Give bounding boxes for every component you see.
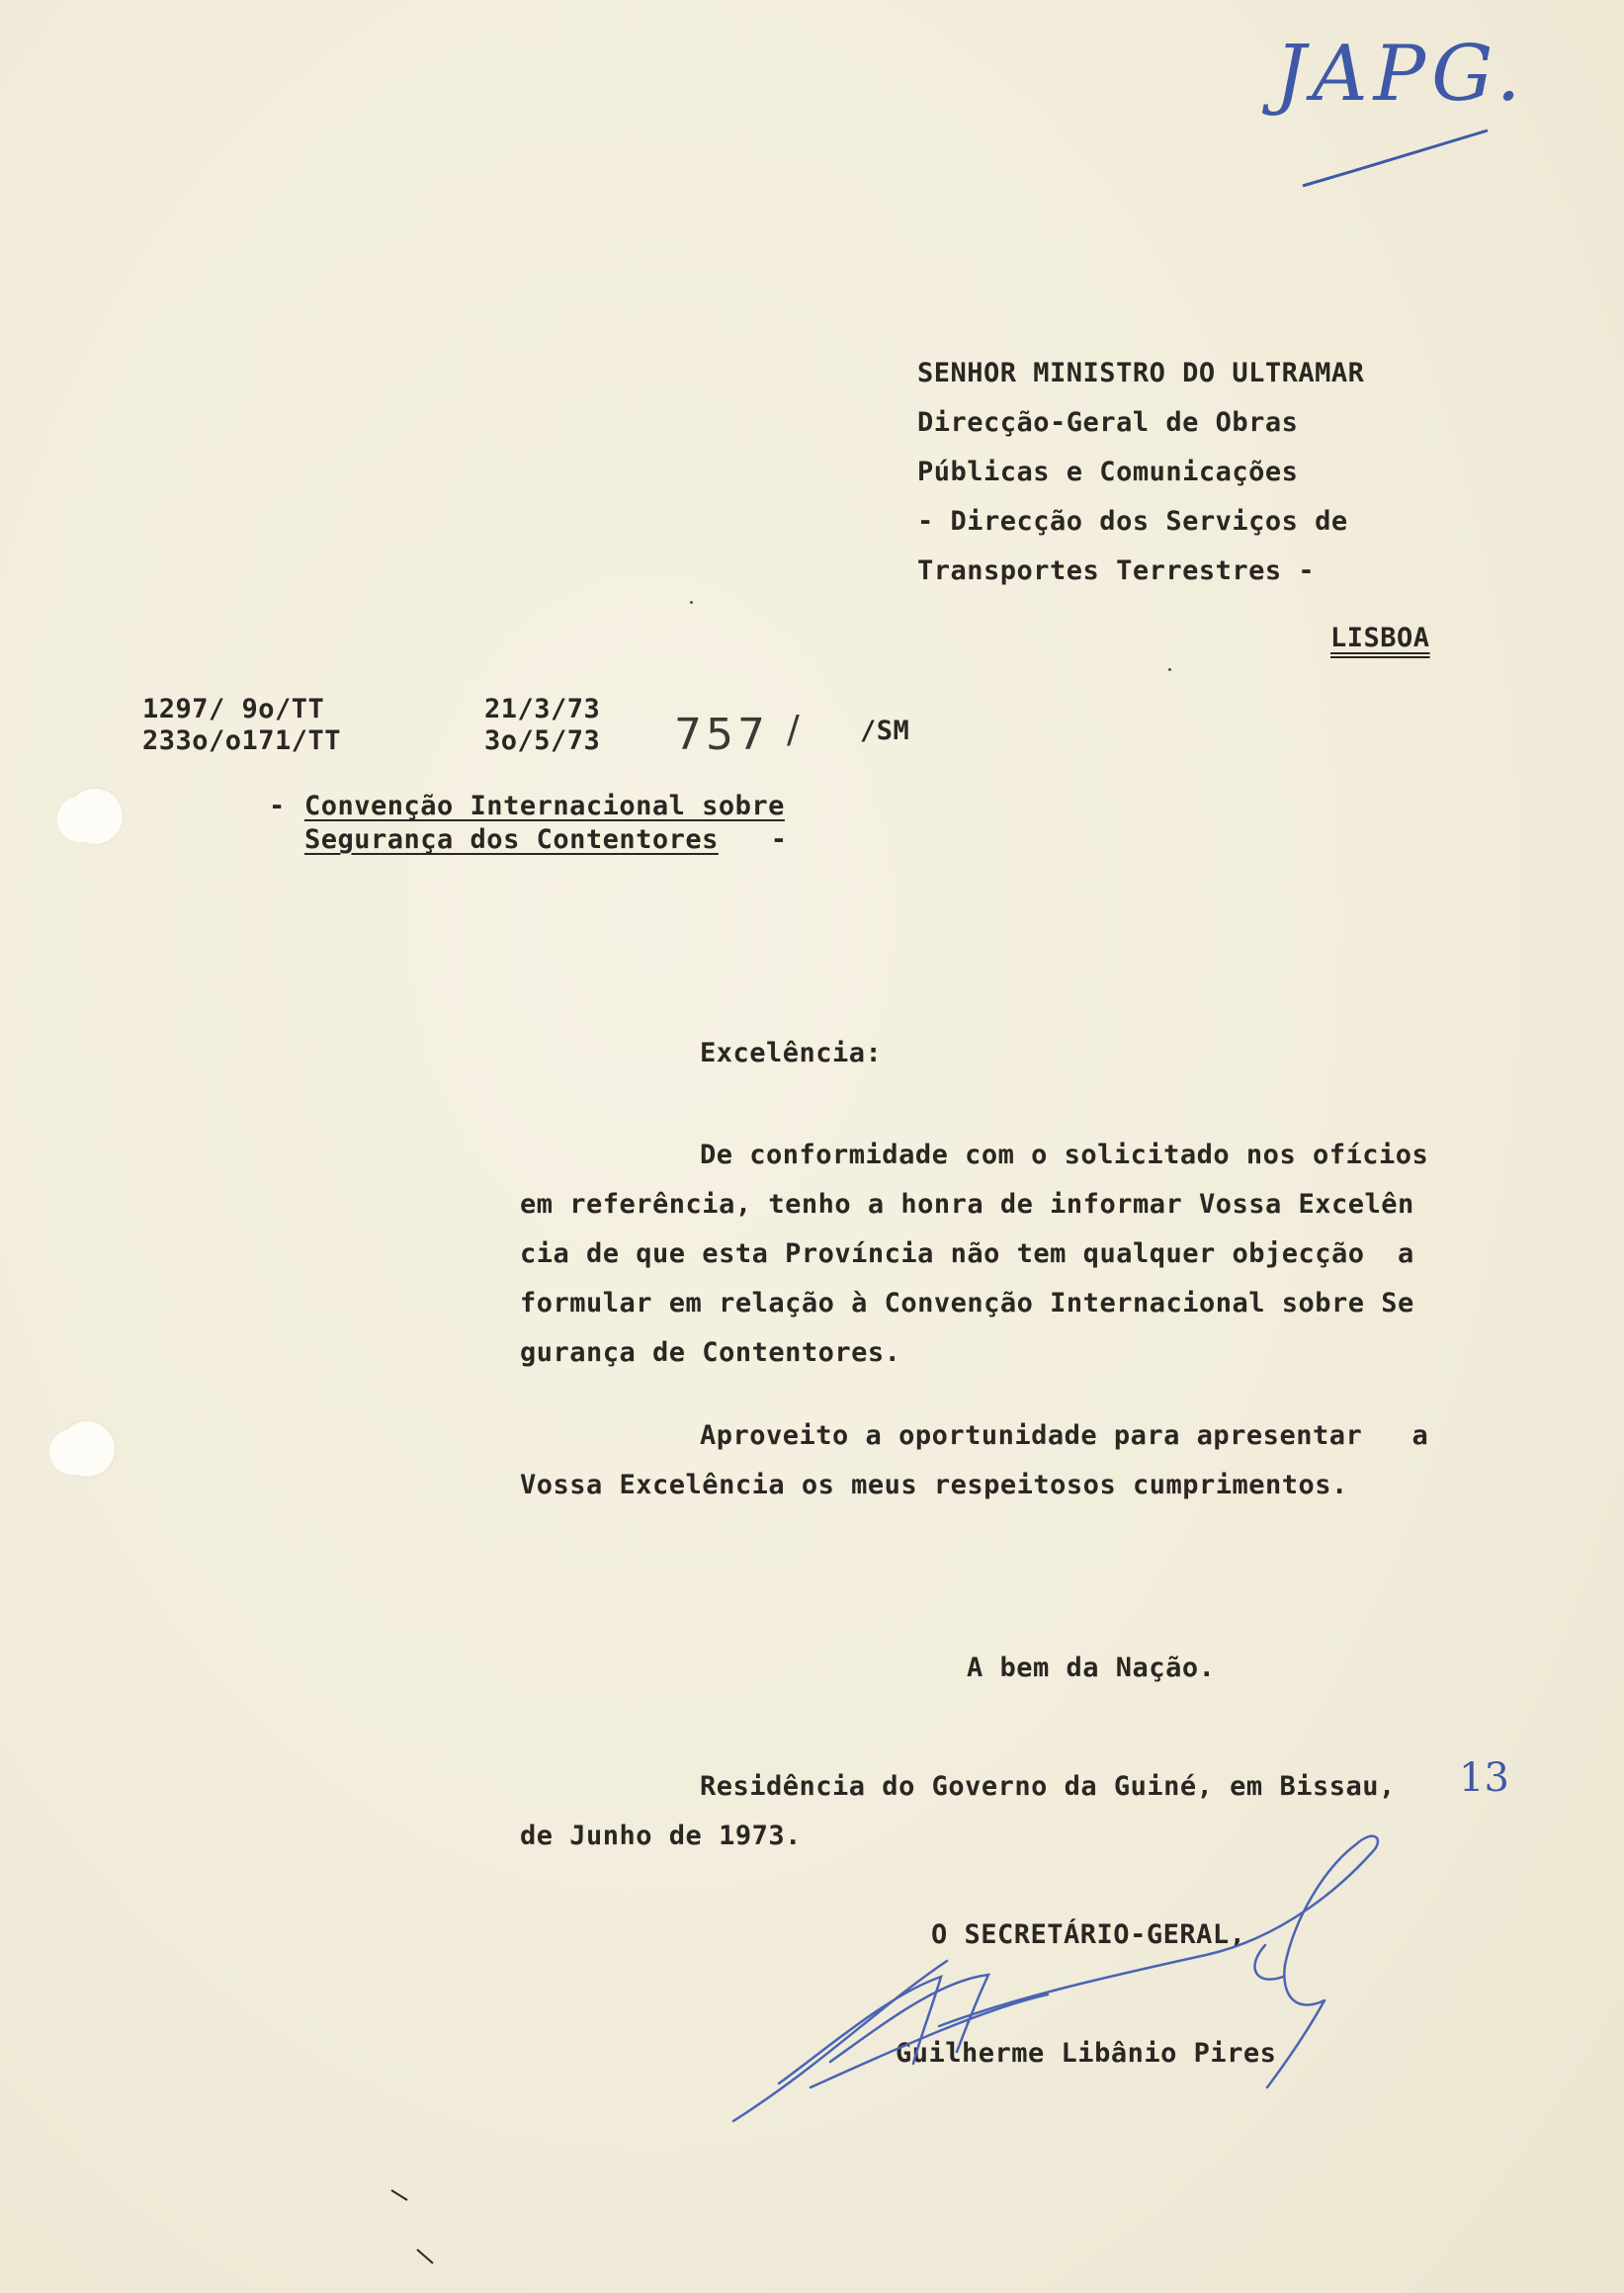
handwritten-day: 13 — [1459, 1755, 1509, 1801]
closing: A bem da Nação. — [967, 1653, 1216, 1683]
handwritten-signature — [692, 1828, 1404, 2145]
paper-speck — [1168, 668, 1171, 671]
body-p1-line-2: em referência, tenho a honra de informar Vossa Excelên — [520, 1189, 1414, 1220]
document-number-suffix: /SM — [860, 716, 910, 746]
body-p1-line-4: formular em relação à Convenção Internacional sobre Se — [520, 1288, 1414, 1318]
body-p2-line-1: Aproveito a oportunidade para apresentar a — [700, 1420, 1429, 1451]
salutation: Excelência: — [700, 1038, 883, 1068]
body-p1-line-3: cia de que esta Província não tem qualquer objecção a — [520, 1238, 1414, 1269]
addressee-line-3: Públicas e Comunicações — [917, 457, 1299, 487]
addressee-line-1: SENHOR MINISTRO DO ULTRAMAR — [917, 358, 1365, 388]
document-number: 757 — [674, 710, 769, 760]
paper-speck — [690, 601, 693, 604]
handwritten-underline — [1295, 119, 1502, 198]
handwritten-initials: JAPG. — [1275, 30, 1527, 119]
addressee-line-5: Transportes Terrestres - — [917, 555, 1316, 586]
subject-end: - — [754, 824, 788, 855]
addressee-line-2: Direcção-Geral de Obras — [917, 407, 1299, 438]
signatory-title: O SECRETÁRIO-GERAL, — [931, 1919, 1246, 1950]
place-date-line-2: de Junho de 1973. — [520, 1821, 802, 1851]
reference-date-2: 3o/5/73 — [484, 725, 601, 756]
subject-dash: - — [269, 791, 286, 821]
punch-hole-top — [67, 789, 123, 844]
signatory-name: Guilherme Libânio Pires — [896, 2038, 1277, 2069]
reference-date-1: 21/3/73 — [484, 694, 601, 724]
place-date-line-1: Residência do Governo da Guiné, em Bissau, — [700, 1771, 1396, 1802]
subject-line-1: Convenção Internacional sobre — [304, 791, 785, 821]
body-p1-line-1: De conformidade com o solicitado nos ofícios — [700, 1140, 1429, 1170]
addressee-city: LISBOA — [1330, 623, 1430, 653]
document-number-slash: / — [787, 708, 804, 751]
body-p1-line-5: gurança de Contentores. — [520, 1337, 901, 1368]
subject-line-2: Segurança dos Contentores — [304, 824, 719, 855]
addressee-line-4: - Direcção dos Serviços de — [917, 506, 1348, 537]
reference-2: 233o/o171/TT — [142, 725, 342, 756]
reference-1: 1297/ 9o/TT — [142, 694, 325, 724]
punch-hole-bottom — [59, 1421, 115, 1477]
paper-tick-marks — [387, 2184, 447, 2273]
body-p2-line-2: Vossa Excelência os meus respeitosos cumprimentos. — [520, 1470, 1348, 1500]
